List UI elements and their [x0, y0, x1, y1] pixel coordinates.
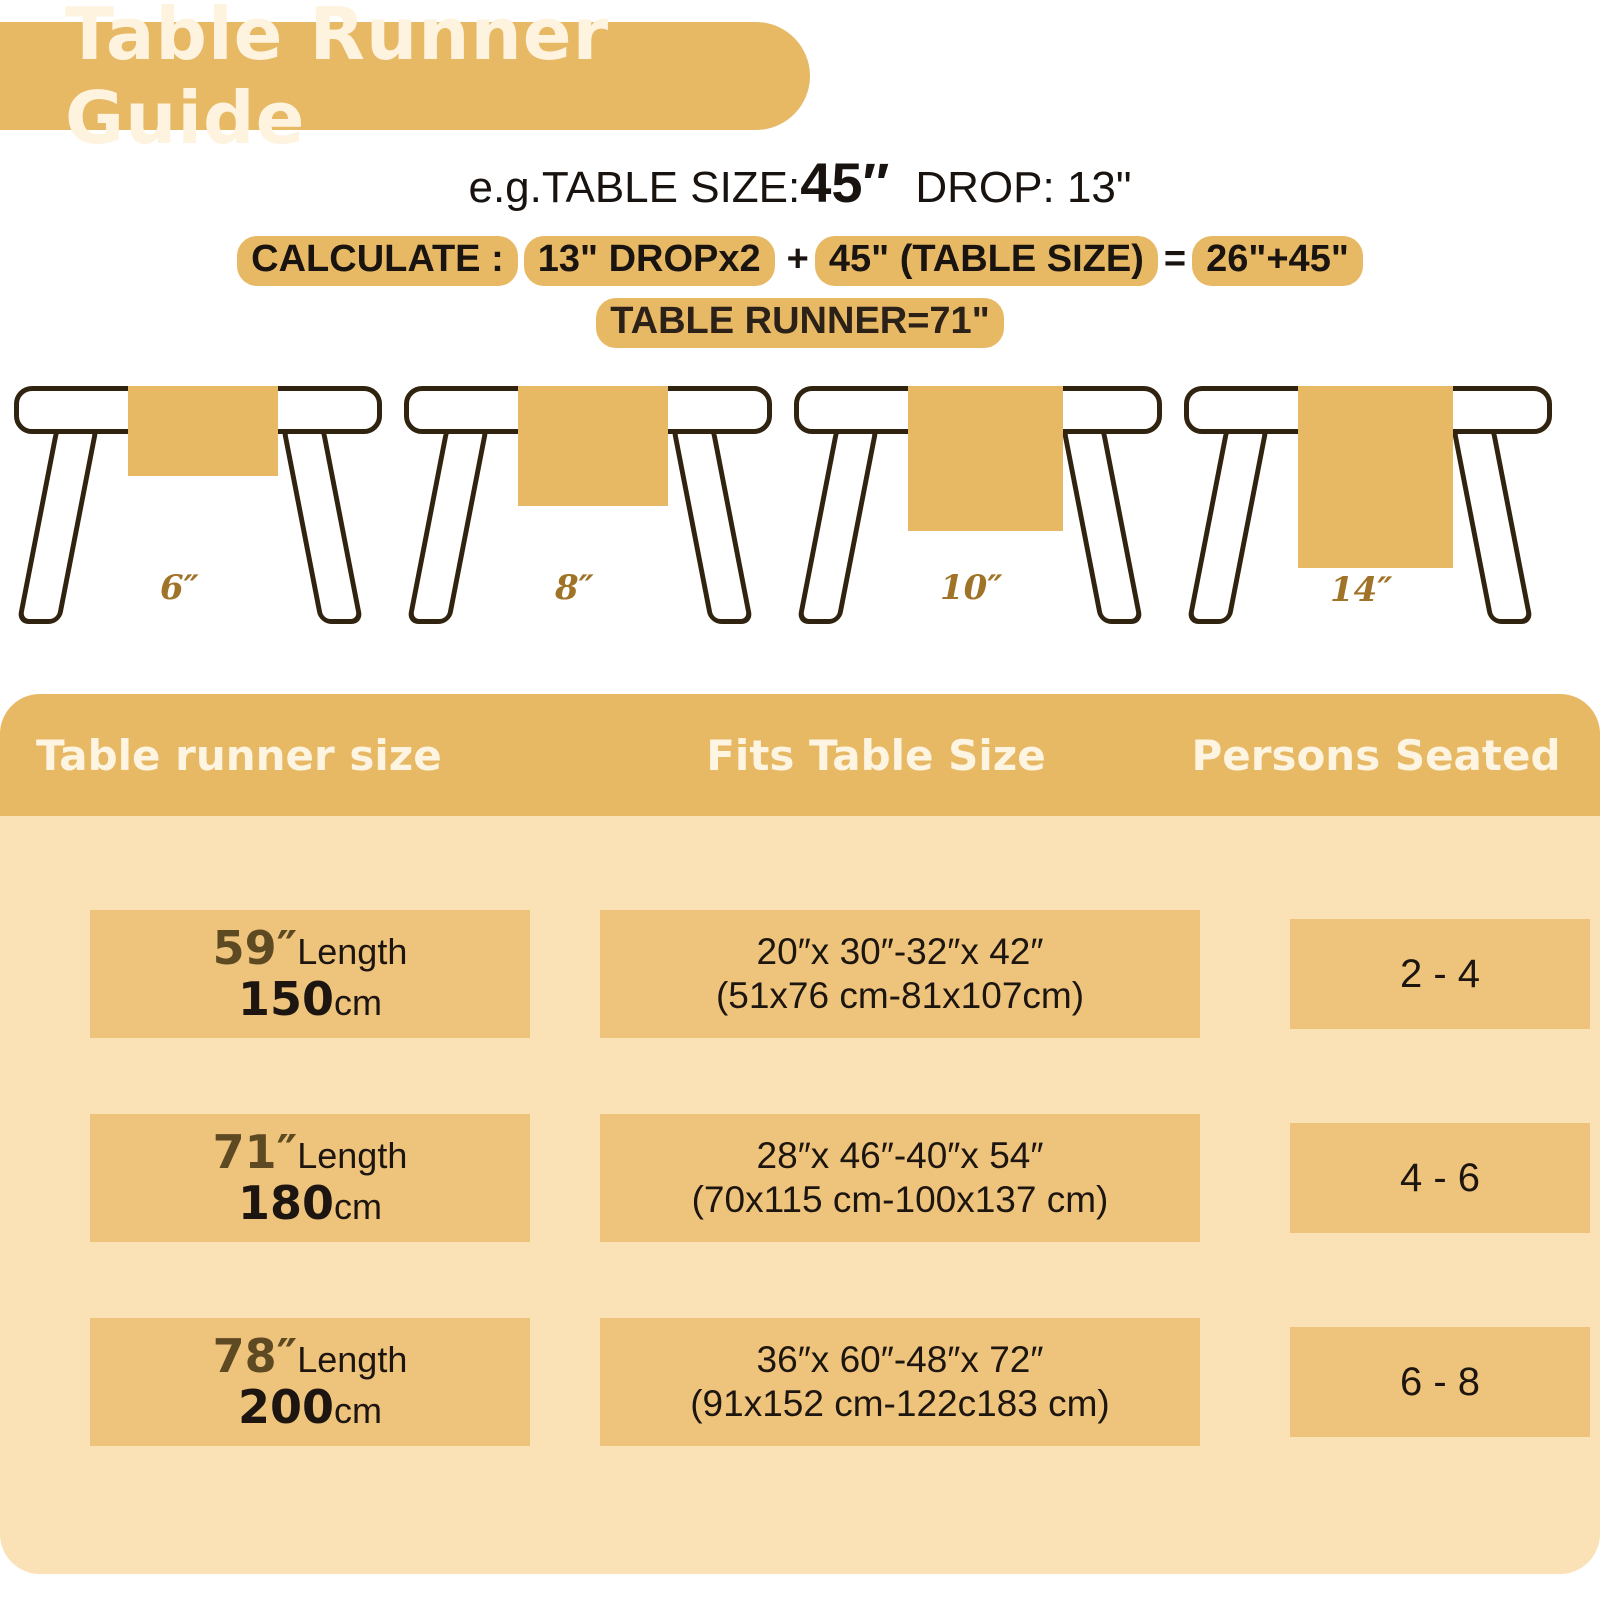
runner-size-cm-unit: cm [334, 982, 383, 1023]
table-row [0, 1282, 1600, 1482]
runner-size-cm-unit: cm [334, 1186, 383, 1227]
cell-runner-size [90, 1318, 530, 1446]
table-leg-left [17, 424, 100, 624]
calc-drop-part-wrap [518, 232, 781, 290]
runner-drop-cloth [128, 386, 278, 476]
example-prefix: e.g.TABLE SIZE: [468, 163, 801, 212]
example-line [0, 150, 1600, 215]
table-leg-right [281, 424, 364, 624]
drop-unit-10in [780, 378, 1180, 658]
calculation-result-line [0, 298, 1600, 348]
runner-size-cm-unit: cm [334, 1390, 383, 1431]
table-row [0, 874, 1600, 1074]
page-title-banner [0, 0, 810, 160]
table-leg-right [1451, 424, 1534, 624]
fits-line-cm: (70x115 cm-100x137 cm) [691, 1179, 1109, 1220]
runner-drop-cloth [1298, 386, 1453, 568]
fits-line-inches: 20″x 30″-32″x 42″ [756, 930, 1044, 972]
runner-size-inches-line [213, 1331, 408, 1382]
runner-size-length-word: Length [297, 1135, 408, 1177]
cell-persons-seated: 6 - 8 [1290, 1327, 1590, 1437]
cell-fits-table-size [600, 910, 1200, 1038]
drop-illustrations [0, 378, 1600, 658]
runner-size-cm-line [238, 1382, 382, 1433]
header-persons-seated: Persons Seated [1191, 730, 1561, 780]
example-table-size: 45″ [800, 151, 890, 214]
fits-line-cm: (91x152 cm-122c183 cm) [690, 1383, 1110, 1424]
runner-drop-cloth [518, 386, 668, 506]
runner-size-length-word: Length [297, 931, 408, 973]
drop-label-10: 10″ [940, 568, 1003, 608]
calc-equals: = [1163, 238, 1187, 280]
fits-line-inches: 28″x 46″-40″x 54″ [756, 1134, 1044, 1176]
cell-persons-seated: 2 - 4 [1290, 919, 1590, 1029]
runner-size-length-word: Length [297, 1339, 408, 1381]
cell-fits-table-size [600, 1114, 1200, 1242]
table-leg-right [1061, 424, 1144, 624]
drop-label-6: 6″ [160, 568, 199, 608]
runner-size-inches-line [213, 923, 408, 974]
drop-unit-8in [390, 378, 790, 658]
calculation-line [0, 232, 1600, 290]
calc-result: TABLE RUNNER=71" [596, 298, 1003, 348]
table-leg-right [671, 424, 754, 624]
drop-label-14: 14″ [1330, 570, 1393, 610]
table-leg-left [407, 424, 490, 624]
runner-drop-cloth [908, 386, 1063, 531]
cell-fits-table-size [600, 1318, 1200, 1446]
size-table-card [0, 694, 1600, 1574]
calc-plus: + [786, 238, 809, 280]
runner-size-cm: 200 [237, 1380, 335, 1434]
header-fits-table: Fits Table Size [706, 730, 1046, 780]
runner-size-cm: 180 [237, 1176, 335, 1230]
cell-runner-size [90, 910, 530, 1038]
table-leg-left [797, 424, 880, 624]
runner-size-inches: 71″ [212, 1125, 298, 1180]
runner-size-cm: 150 [237, 972, 335, 1026]
page-title: Table Runner Guide [65, 0, 610, 160]
table-header-row [0, 694, 1600, 816]
calc-table-part: 45" (TABLE SIZE) [815, 236, 1158, 286]
drop-label-8: 8″ [555, 568, 594, 608]
calc-word: CALCULATE : [237, 236, 518, 286]
fits-line-cm: (51x76 cm-81x107cm) [715, 975, 1085, 1016]
drop-unit-6in [0, 378, 400, 658]
calc-sum-part: 26"+45" [1192, 236, 1363, 286]
drop-unit-14in [1170, 378, 1570, 658]
runner-size-cm-line [238, 1178, 382, 1229]
table-row [0, 1078, 1600, 1278]
table-leg-left [1187, 424, 1270, 624]
cell-persons-seated: 4 - 6 [1290, 1123, 1590, 1233]
runner-size-inches: 78″ [212, 1329, 298, 1384]
example-drop: DROP: 13" [915, 163, 1132, 212]
runner-size-inches-line [213, 1127, 408, 1178]
cell-runner-size [90, 1114, 530, 1242]
runner-size-cm-line [238, 974, 382, 1025]
runner-size-inches: 59″ [212, 921, 298, 976]
calc-drop-part: 13" DROPx2 [524, 236, 775, 286]
fits-line-inches: 36″x 60″-48″x 72″ [756, 1338, 1044, 1380]
header-runner-size: Table runner size [36, 730, 442, 780]
